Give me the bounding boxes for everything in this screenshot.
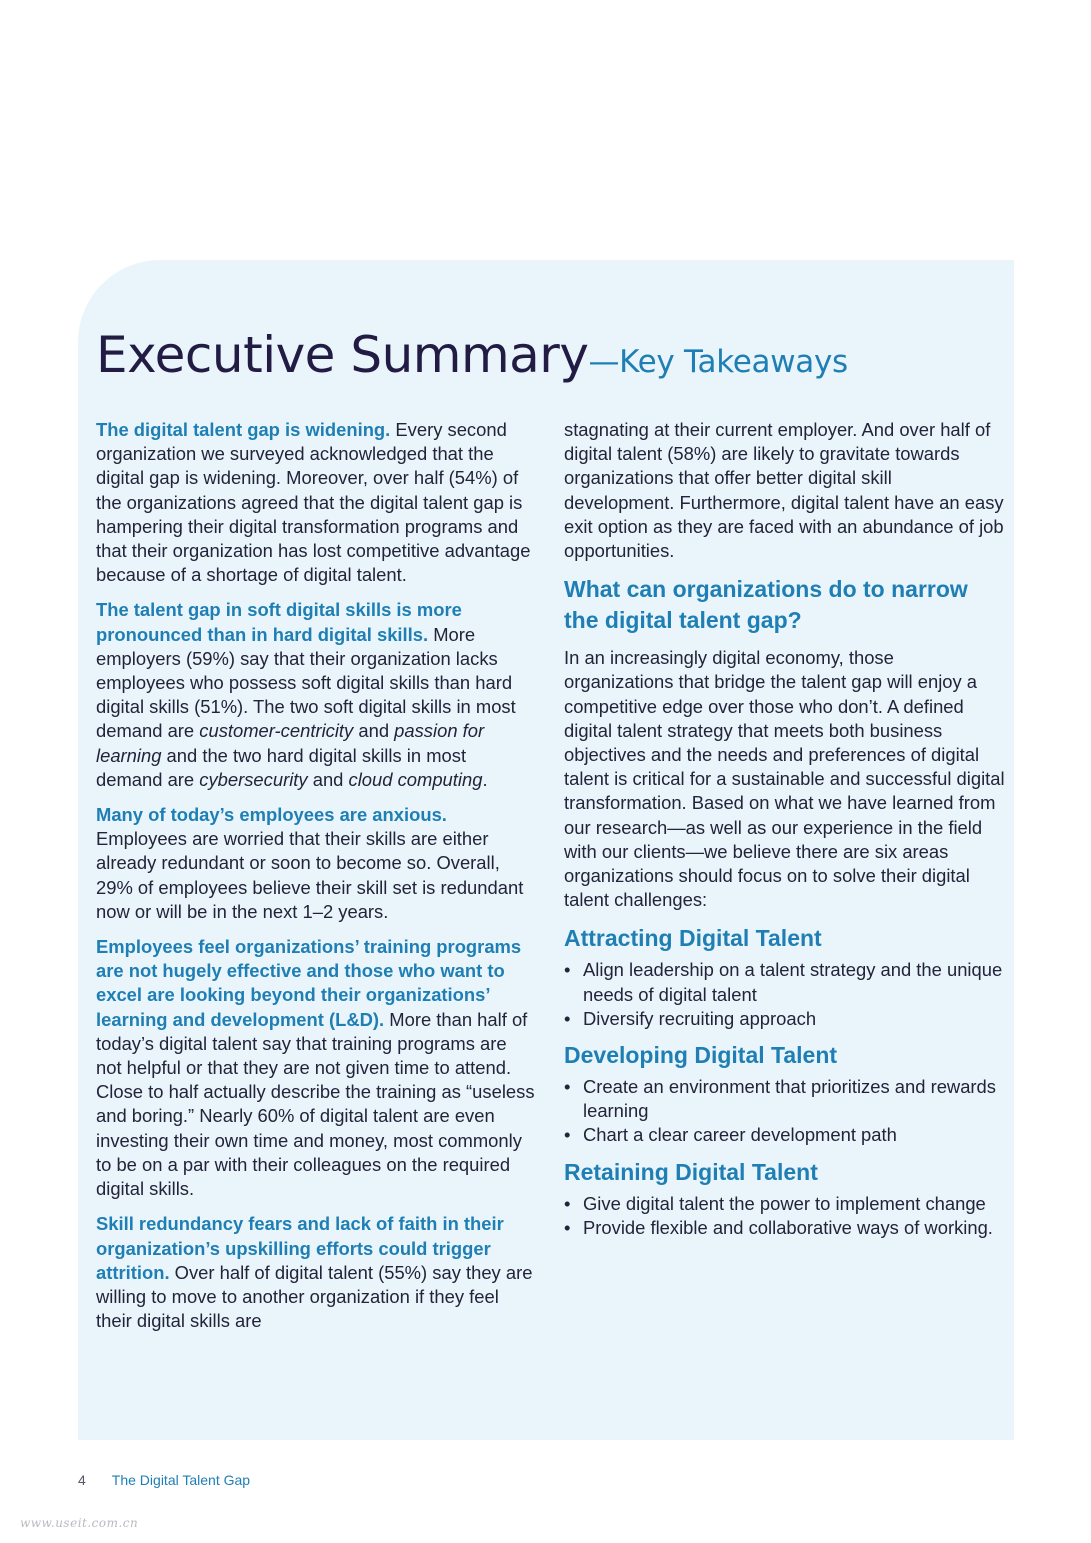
paragraph-body: More than half of today’s digital talent say that training programs are not helpful or that they are not given time to attend. Close to half actually describe the training as “useless and boring.” Nearly 60% of digital talent are even investing their own time and money, most commonly to be on a par with their colleagues on the required digital skills. (96, 1008, 535, 1200)
emphasis-customer-centricity: customer-centricity (199, 720, 354, 742)
paragraph-body: and (353, 720, 395, 742)
bullet-item (564, 1007, 1006, 1031)
paragraph-continuation: stagnating at their current employer. And over half of digital talent (58%) are likely to gravitate towards organizations that offer better digital skill development. Furthermore, digital talent have an easy exit option as they are faced with an abundance of job opportunities. (564, 419, 1004, 562)
paragraph-body: and (307, 768, 349, 790)
paragraph-body: and the two hard digital skills in most demand are (96, 744, 467, 790)
right-column (564, 418, 1006, 1244)
paragraph-soft-skills (96, 598, 536, 792)
bullet-item (564, 1075, 1006, 1123)
bullet-icon: • (564, 1192, 571, 1214)
paragraph-lead: The digital talent gap is widening. (96, 419, 391, 440)
paragraph-body: Employees are worried that their skills are either already redundant or soon to become so. Overall, 29% of employees believe their skill set is redundant now or will be in the next 1–2 years. (96, 828, 524, 922)
bullet-text: Align leadership on a talent strategy and the unique needs of digital talent (583, 959, 1003, 1005)
bullet-icon: • (564, 1124, 571, 1146)
bullet-text: Chart a clear career development path (583, 1124, 897, 1146)
title-subtitle: —Key Takeaways (588, 344, 848, 380)
left-column (96, 418, 536, 1344)
bullet-icon: • (564, 959, 571, 981)
bullet-item (564, 1123, 1006, 1147)
paragraph-lead: Many of today’s employees are anxious. (96, 804, 447, 826)
bullet-icon: • (564, 1076, 571, 1098)
bullet-icon: • (564, 1007, 571, 1029)
bullet-list-developing (564, 1075, 1006, 1148)
question-heading: What can organizations do to narrow the digital talent gap? (564, 576, 968, 634)
paragraph-body: More employers (59%) say that their organization lacks employees who possess soft digital skills than hard digital skills (51%). The two soft digital skills in most demand are (96, 623, 516, 742)
paragraph-lead: The talent gap in soft digital skills is more pronounced than in hard digital skills. (96, 599, 462, 645)
publication-title: The Digital Talent Gap (111, 1472, 251, 1488)
paragraph-lead: Skill redundancy fears and lack of faith in their organization’s upskilling efforts could trigger attrition. (96, 1213, 504, 1283)
section-heading-developing: Developing Digital Talent (564, 1042, 838, 1069)
paragraph-body: Over half of digital talent (55%) say they are willing to move to another organization if they feel their digital skills are (96, 1261, 533, 1332)
paragraph-body: . (482, 768, 488, 790)
paragraph-intro: In an increasingly digital economy, those organizations that bridge the talent gap will enjoy a competitive edge over those who don’t. A defined digital talent strategy that meets both business objectives and the needs and preferences of digital talent is critical for a sustainable and successful digital transformation. Based on what we have learned from our research—as well as our experience in the field with our clients—we believe there are six areas organizations should focus on to solve their digital talent challenges: (564, 647, 1005, 911)
paragraph-employees-anxious (96, 803, 536, 924)
paragraph-attrition (96, 1212, 536, 1333)
emphasis-cloud-computing: cloud computing (348, 768, 483, 790)
bullet-list-retaining (564, 1192, 1006, 1240)
paragraph-body: Every second organization we surveyed acknowledged that the digital gap is widening. Moreover, over half (54%) of the organizations agreed that the digital talent gap is hampering their digital transformation programs and that their organization has lost competitive advantage because of a shortage of digital talent. (96, 419, 531, 586)
bullet-text: Provide flexible and collaborative ways of working. (583, 1216, 993, 1238)
page-footer (78, 1472, 250, 1488)
emphasis-passion-for-learning: passion for learning (96, 720, 485, 766)
title-main: Executive Summary (96, 326, 589, 384)
page-title (96, 326, 848, 384)
bullet-icon: • (564, 1216, 571, 1238)
paragraph-training-programs (96, 935, 536, 1201)
emphasis-cybersecurity: cybersecurity (199, 768, 308, 790)
bullet-item (564, 958, 1006, 1006)
bullet-list-attracting (564, 958, 1006, 1031)
bullet-item (564, 1192, 1006, 1216)
watermark: www.useit.com.cn (20, 1516, 139, 1530)
bullet-text: Give digital talent the power to implement change (583, 1192, 986, 1214)
bullet-text: Diversify recruiting approach (583, 1007, 817, 1029)
paragraph-lead: Employees feel organizations’ training programs are not hugely effective and those who want to excel are looking beyond their organizations’ learning and development (L&D). (96, 936, 522, 1030)
section-heading-attracting: Attracting Digital Talent (564, 925, 822, 952)
section-heading-retaining: Retaining Digital Talent (564, 1158, 818, 1185)
bullet-item (564, 1216, 1006, 1240)
paragraph-gap-widening (96, 418, 536, 587)
bullet-text: Create an environment that prioritizes and rewards learning (583, 1076, 996, 1122)
page-number: 4 (78, 1472, 86, 1488)
